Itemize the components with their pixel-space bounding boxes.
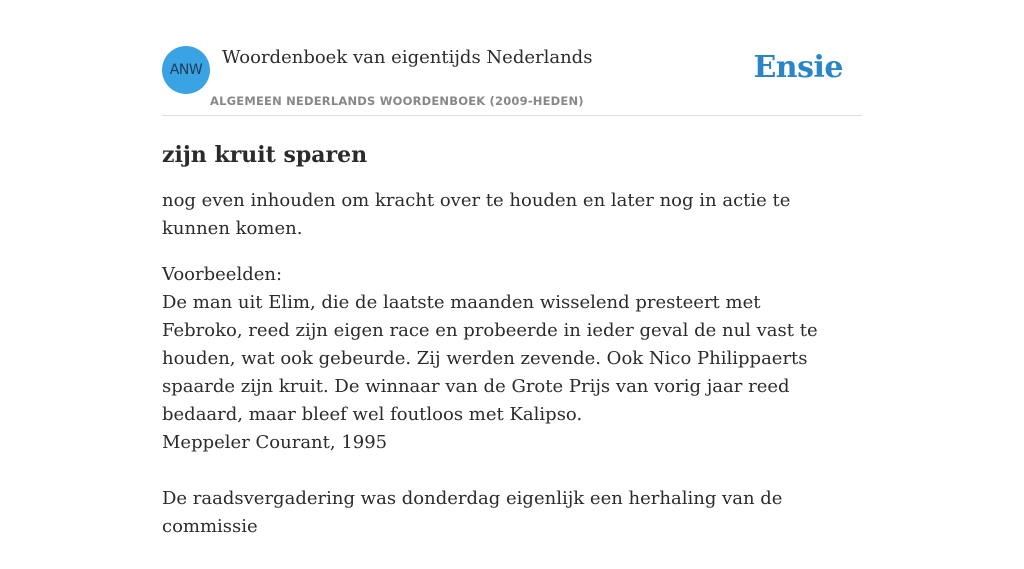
entry-definition: nog even inhouden om kracht over te houden en later nog in actie te kunnen komen. (162, 190, 791, 239)
entry-headword: zijn kruit sparen (162, 142, 368, 168)
examples-label: Voorbeelden: (162, 264, 283, 285)
dictionary-title[interactable]: Woordenboek van eigentijds Nederlands (222, 47, 593, 68)
logo-text: ANW (169, 62, 203, 78)
ensie-brand-logo[interactable]: Ensie (753, 50, 843, 85)
example-item (162, 485, 842, 541)
entry-content (162, 140, 842, 569)
example-text: De man uit Elim, die de laatste maanden wisselend presteert met Febroko, reed zijn eigen race en probeerde in ieder geval de nul vast te houden, wat ook gebeurde. Zij werden zevende. Ook Nico Philippaerts spaarde zijn kruit. De winnaar van de Grote Prijs van vorig jaar reed bedaard, maar bleef wel foutloos met Kalipso. (162, 292, 818, 425)
dictionary-subtitle: ALGEMEEN NEDERLANDS WOORDENBOEK (2009-HEDEN) (210, 94, 584, 108)
example-item (162, 289, 842, 457)
example-source: Meppeler Courant, 1995 (162, 432, 388, 453)
site-header (162, 46, 862, 116)
example-text: De raadsvergadering was donderdag eigenlijk een herhaling van de commissie (162, 488, 783, 537)
anw-logo[interactable] (162, 46, 210, 94)
